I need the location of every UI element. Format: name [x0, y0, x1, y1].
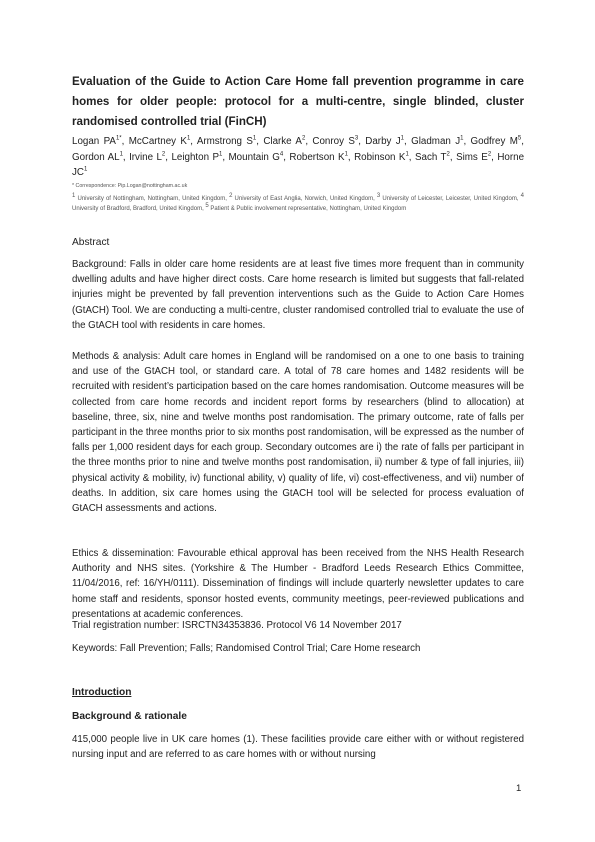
author-affiliation-mark: 1 [344, 151, 348, 158]
affiliation-number: 4 [520, 193, 524, 199]
author-name: Conroy S [312, 136, 355, 147]
author-name: Sims E [456, 151, 488, 163]
affiliation-list: $^1$ University of Nottingham, Nottingham, United Kingdom, $^2$ University of East Anglia, Norwich, United Kingdom, $^3$ University of Leicester, Leicester, United Kingdom, $^4$ University of Bradford, Bradford, United Kingdom, $^5$ Patient & Public involvement representative, Nottingham, United Kingdom [72, 193, 524, 212]
author-name: Clarke A [263, 136, 302, 147]
affiliation-text: Patient & Public involvement representative, Nottingham, United Kingdom [208, 205, 407, 212]
author-affiliation-mark: 3 [354, 135, 359, 142]
author-name: Darby J [365, 136, 401, 147]
author-affiliation-mark: 2 [161, 151, 166, 158]
abstract-ethics: Ethics & dissemination: Favourable ethical approval has been received from the NHS Health Research Authority and NHS sites. (Yorkshire & The Humber - Bradford Leeds Research Ethics Committee, 11/04/2016, ref: 16/YH/0111). Dissemination of findings will include quarterly newsletter updates to care home staff and residents, sponsor hosted events, community meetings, peer-reviewed publications and presentations at academic conferences. [72, 548, 524, 620]
author-name: Armstrong S [196, 136, 253, 147]
author-affiliation-mark: 5 [517, 135, 522, 142]
affiliation-number: 1 [72, 193, 76, 199]
abstract-methods: Methods & analysis: Adult care homes in England will be randomised on a one to one basis to training and use of the GtACH tool, or standard care. A total of 78 care homes and 1482 residents will be recruited with resident’s participation based on the care homes randomisation. Outcome measures will be collected from care home records and incident report forms by researchers (blind to allocation) at baseline, three, six, nine and twelve months post randomisation. The primary outcome, rate of falls per participant in the three months prior to six months post randomisation, will be expressed as the number of falls per 1,000 resident days for each group. Secondary outcomes are i) the rate of falls per participant in the three months prior to nine and twelve months post randomisation, ii) number & type of fall injuries, iii) physical activity & mobility, iv) functional ability, v) quality of life, vi) cost-effectiveness, and vii) number of deaths. In addition, six care homes using the GtACH tool will be selected for process evaluation of GtACH assessments and actions. [72, 351, 524, 515]
author-affiliation-mark: 1* [115, 135, 122, 142]
author-name: Logan PA [72, 136, 116, 147]
author-list: Logan $PA^{1*}$, McCartney $K^1$, Armstrong $S^1$, Clarke $A^2$, Conroy $S^3$, Darby $J^1$, Gladman $J^1$, Godfrey $M^5$, Gordon $AL^1$, Irvine $L^2$, Leighton $P^1$, Mountain $G^4$, Robertson $K^1$, Robinson $K^1$, Sach $T^2$, Sims $E^2$, Horne $JC^1$ [72, 135, 525, 178]
keywords: Keywords: Fall Prevention; Falls; Randomised Control Trial; Care Home research [72, 643, 421, 654]
author-affiliation-mark: 4 [279, 151, 284, 158]
abstract-heading: Abstract [72, 237, 110, 248]
author-affiliation-mark: 1 [405, 151, 409, 158]
introduction-paragraph: 415,000 people live in UK care homes (1). These facilities provide care either with or without registered nursing input and are referred to as care homes with or without nursing [72, 734, 524, 761]
background-rationale-heading: Background & rationale [72, 711, 187, 722]
trial-registration: Trial registration number: ISRCTN34353836. Protocol V6 14 November 2017 [72, 620, 402, 631]
author-name: Robertson K [289, 151, 345, 163]
author-name: Mountain G [228, 151, 280, 163]
page-number: 1 [516, 783, 522, 794]
affiliation-text: University of East Anglia, Norwich, United Kingdom [232, 196, 374, 202]
author-name: Leighton P [171, 151, 219, 163]
author-name: Gordon AL [72, 151, 120, 163]
author-name: McCartney K [128, 136, 187, 147]
author-name: Sach T [414, 151, 447, 163]
affiliation-number: 3 [376, 193, 381, 199]
author-name: Gladman J [411, 136, 461, 147]
author-affiliation-mark: 1 [83, 166, 88, 173]
affiliation-text: University of Nottingham, Nottingham, United Kingdom [75, 196, 226, 202]
author-affiliation-mark: 2 [301, 135, 306, 142]
author-affiliation-mark: 1 [119, 151, 123, 158]
author-affiliation-mark: 1 [186, 135, 191, 142]
affiliation-text: University of Leicester, Leicester, United Kingdom [380, 196, 517, 202]
author-affiliation-mark: 1 [219, 151, 223, 158]
affiliation-text: University of Bradford, Bradford, United Kingdom [72, 205, 203, 212]
abstract-background: Background: Falls in older care home residents are at least five times more frequent than in community dwelling adults and have higher direct costs. Care home research is limited but suggests that fall-related injuries might be prevented by fall prevention interventions such as the Guide to Action Care Homes (GtACH) Tool. We are conducting a multi-centre, cluster randomised controlled trial to evaluate the use of the GtACH tool with residents in care homes. [72, 259, 524, 331]
affiliation-number: 5 [205, 202, 209, 209]
author-name: Godfrey M [470, 136, 518, 147]
author-name: Irvine L [129, 151, 162, 163]
paper-title: Evaluation of the Guide to Action Care Home fall prevention programme in care homes for older people: protocol for a multi-centre, single blinded, cluster randomised controlled trial (FinCH) [72, 75, 524, 128]
introduction-heading: Introduction [72, 687, 132, 698]
affiliation-number: 2 [229, 193, 233, 199]
author-affiliation-mark: 1 [252, 135, 257, 142]
author-affiliation-mark: 1 [460, 135, 464, 142]
author-affiliation-mark: 1 [400, 135, 405, 142]
correspondence-note: * Correspondence: Pip.Logan@nottingham.ac.uk [72, 183, 188, 189]
author-name: Horne JC [72, 151, 525, 178]
author-name: Robinson K [354, 151, 406, 163]
author-affiliation-mark: 2 [487, 151, 492, 158]
author-affiliation-mark: 2 [446, 151, 450, 158]
